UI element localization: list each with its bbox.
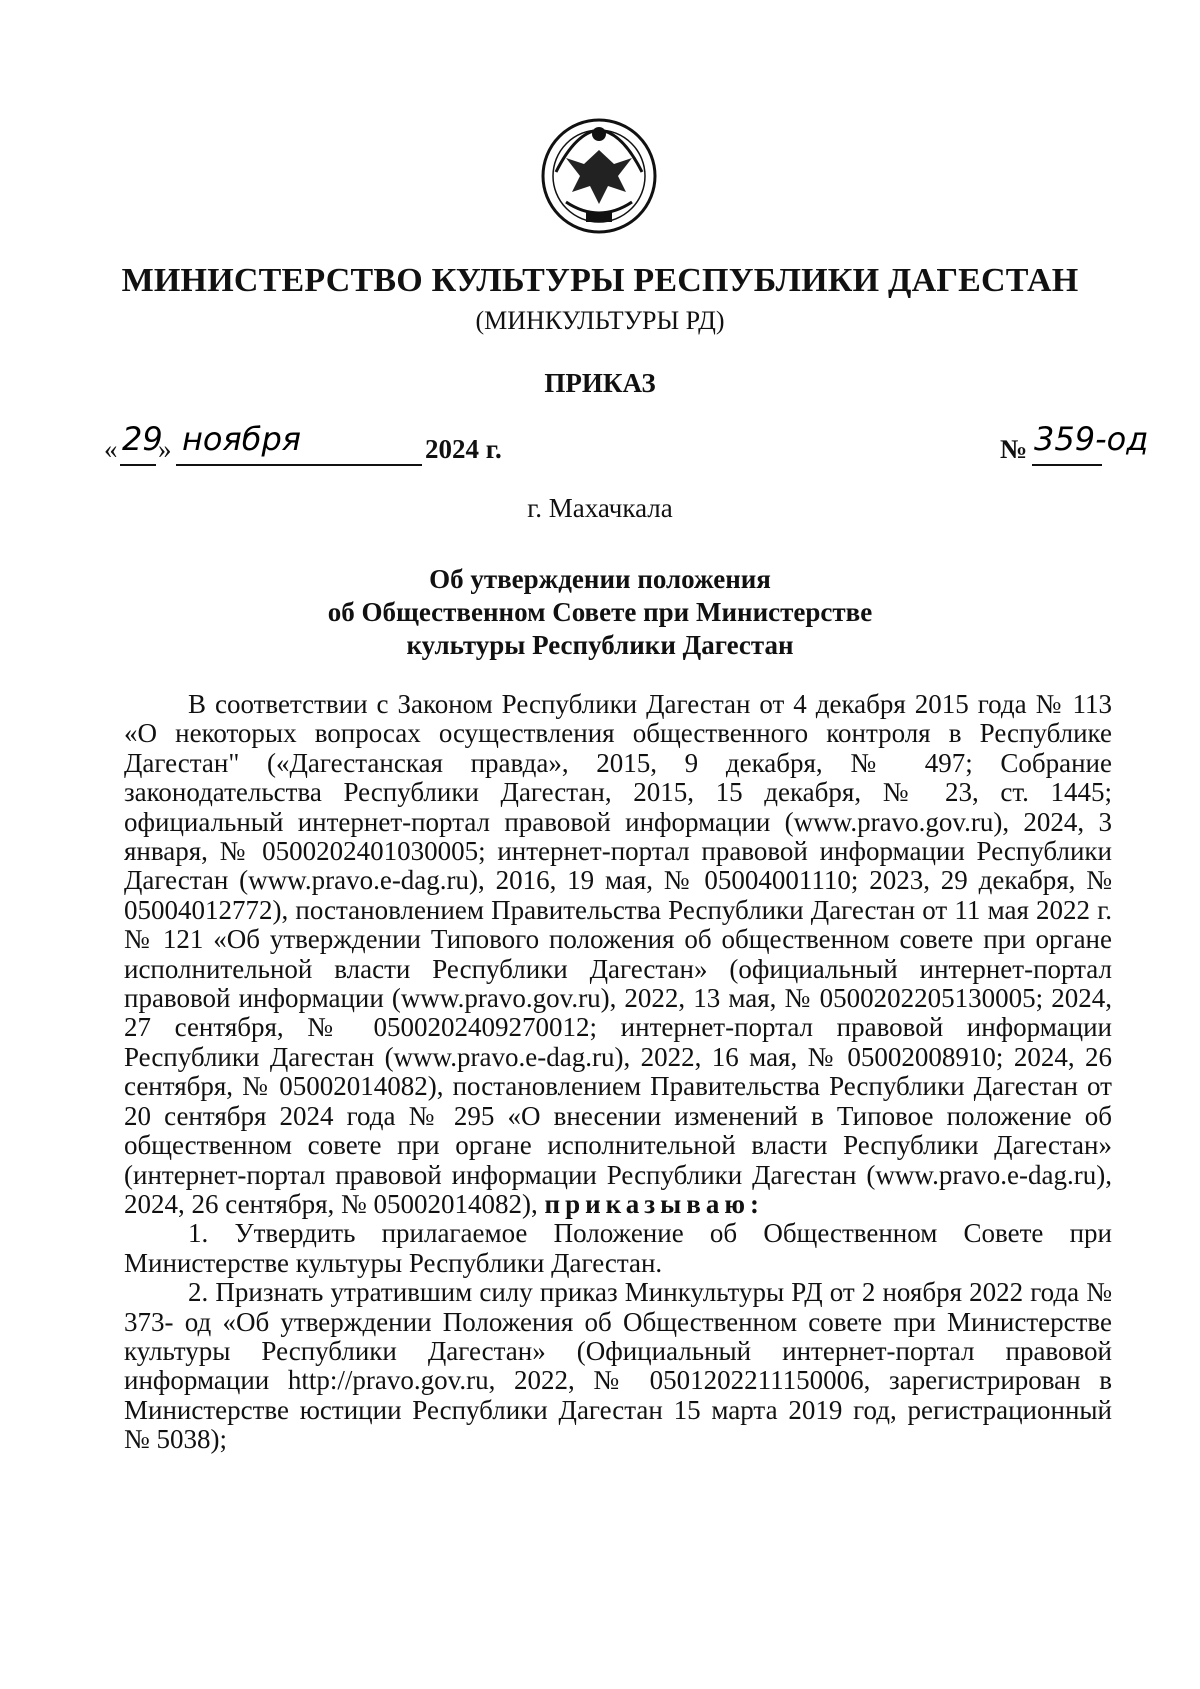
number-prefix: №	[1000, 434, 1028, 464]
month-underline	[176, 464, 422, 466]
ministry-short-name: (МИНКУЛЬТУРЫ РД)	[475, 306, 725, 335]
ministry-name: МИНИСТЕРСТВО КУЛЬТУРЫ РЕСПУБЛИКИ ДАГЕСТАН	[121, 262, 1079, 299]
title-line-3: культуры Республики Дагестан	[406, 630, 794, 660]
number-handwritten: 359-од	[1034, 420, 1149, 458]
date-day-handwritten: 29	[122, 420, 163, 458]
day-underline	[120, 464, 156, 466]
date-close-quote: »	[158, 434, 172, 464]
orders-word: приказываю:	[544, 1188, 764, 1219]
document-body	[124, 690, 1112, 1455]
document-type: ПРИКАЗ	[544, 368, 656, 398]
order-number	[1000, 420, 1150, 464]
date-month-handwritten: ноября	[182, 420, 302, 458]
coat-of-arms-icon	[536, 112, 662, 236]
title-line-1: Об утверждении положения	[429, 564, 771, 594]
coat-of-arms-emblem	[536, 112, 662, 236]
preamble-paragraph	[124, 690, 1112, 1219]
date-open-quote: «	[104, 434, 118, 464]
order-date	[104, 420, 524, 464]
clause-2: 2. Признать утратившим силу приказ Минкультуры РД от 2 ноября 2022 года № 373- од «Об утверждении Положения об Общественном совете при Министерстве культуры Республики Дагестан» (Официальный интернет-портал правовой информации http://pravo.gov.ru, 2022, № 0501202211150006, зарегистрирован в Министерстве юстиции Республики Дагестан 15 марта 2019 год, регистрационный № 5038);	[124, 1277, 1112, 1455]
date-year: 2024 г.	[425, 434, 502, 464]
document-title	[0, 563, 1200, 662]
clause-1: 1. Утвердить прилагаемое Положение об Общественном Совете при Министерстве культуры Республики Дагестан.	[124, 1218, 1112, 1278]
city: г. Махачкала	[527, 493, 673, 523]
title-line-2: об Общественном Совете при Министерстве	[327, 597, 873, 627]
preamble-text: В соответствии с Законом Республики Дагестан от 4 декабря 2015 года № 113 «О некоторых вопросах осуществления общественного контроля в Республике Дагестан" («Дагестанская правда», 2015, 9 декабря, № 497; Собрание законодательства Республики Дагестан, 2015, 15 декабря, № 23, ст. 1445; официальный интернет-портал правовой информации (www.pravo.gov.ru), 2024, 3 января, № 0500202401030005; интернет-портал правовой информации Республики Дагестан (www.pravo.e-dag.ru), 2016, 19 мая, № 05004001110; 2023, 29 декабря, № 05004012772), постановлением Правительства Республики Дагестан от 11 мая 2022 г. № 121 «Об утверждении Типового положения об общественном совете при органе исполнительной власти Республики Дагестан» (официальный интернет-портал правовой информации (www.pravo.gov.ru), 2022, 13 мая, № 0500202205130005; 2024, 27 сентября, № 0500202409270012; интернет-портал правовой информации Республики Дагестан (www.pravo.e-dag.ru), 2022, 16 мая, № 05002008910; 2024, 26 сентября, № 05002014082), постановлением Правительства Республики Дагестан от 20 сентября 2024 года № 295 «О внесении изменений в Типовое положение об общественном совете при органе исполнительной власти Республики Дагестан» (интернет-портал правовой информации Республики Дагестан (www.pravo.e-dag.ru), 2024, 26 сентября, № 05002014082),	[124, 689, 1112, 1219]
number-underline	[1032, 464, 1102, 466]
